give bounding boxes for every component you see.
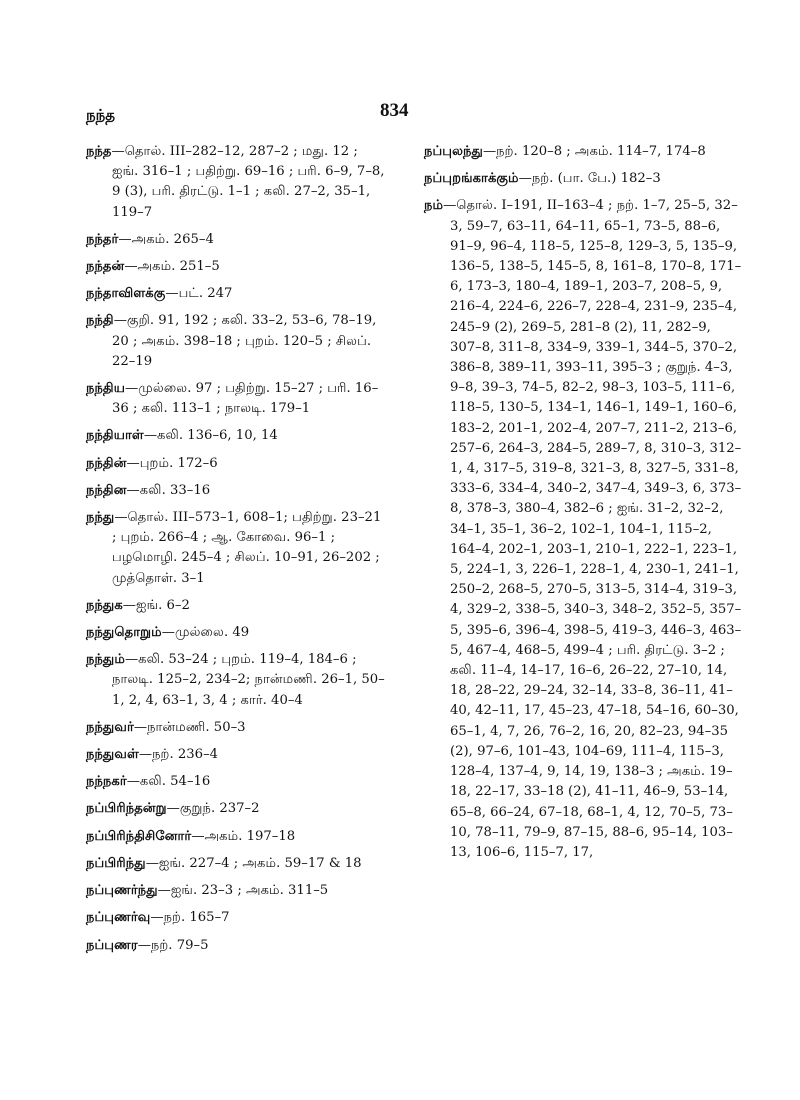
headword: நந்நகர் (86, 774, 127, 790)
index-entry (86, 623, 386, 643)
right-column (424, 142, 742, 870)
headword: நந்தின் (86, 455, 127, 471)
headword: நந்த (86, 144, 112, 159)
headword: நந்தியாள் (86, 428, 144, 444)
index-entry (86, 257, 386, 277)
references: —நற். (பா. பே.) 182–3 (518, 171, 661, 187)
references: —முல்லை. 49 (161, 625, 250, 641)
left-column (86, 142, 386, 963)
headword: நம் (424, 198, 444, 214)
page-number: 834 (380, 100, 409, 121)
headword: நந்து (86, 510, 115, 526)
index-entry (424, 169, 742, 189)
references: —ஐங். 23–3 ; அகம். 311–5 (157, 883, 329, 899)
references: —கலி. 33–16 (126, 482, 211, 498)
references: —ஐங். 227–4 ; அகம். 59–17 & 18 (145, 855, 362, 871)
index-entry (86, 426, 386, 446)
index-entry (86, 799, 386, 819)
headword: நப்புணர்ந்து (86, 883, 158, 899)
index-entry (86, 650, 386, 711)
headword: நந்துக (86, 597, 123, 613)
index-entry (86, 772, 386, 792)
references: —அகம். 265–4 (118, 231, 214, 247)
index-entry (86, 142, 386, 223)
index-entry (86, 827, 386, 847)
page-header (0, 100, 800, 130)
headword: நந்தர் (86, 231, 119, 247)
index-entry (86, 936, 386, 956)
headword: நந்தன் (86, 259, 125, 275)
headword: நந்தின (86, 482, 127, 498)
index-entry (86, 230, 386, 250)
references: —கலி. 54–16 (126, 774, 211, 790)
index-entry (86, 854, 386, 874)
references: —புறம். 172–6 (126, 455, 218, 471)
headword: நந்தும் (86, 652, 125, 668)
headword: நப்புறங்காக்கும் (424, 171, 519, 187)
references: —பட். 247 (165, 286, 233, 302)
headword: நப்புணர்வு (86, 910, 151, 926)
references: —குறுந். 237–2 (166, 801, 260, 817)
headword: நந்துவர் (86, 719, 134, 735)
references: —தொல். III–282–12, 287–2 ; மது. 12 ; ஐங். 316–1 ; பதிற்று. 69–16 ; பரி. 6–9, 7–8, 9 (3), பரி. திரட்டு. 1–1 ; கலி. 27–2, 35–1, 119–7 (111, 144, 385, 220)
index-entry (424, 142, 742, 162)
index-entry (86, 508, 386, 589)
headword: நந்துதொறும் (86, 625, 162, 641)
references: —நற். 236–4 (138, 747, 219, 763)
index-entry (86, 454, 386, 474)
guide-word: நந்த (86, 106, 116, 124)
index-entry (86, 379, 386, 419)
references: —நற். 120–8 ; அகம். 114–7, 174–8 (482, 144, 706, 159)
references: —முல்லை. 97 ; பதிற்று. 15–27 ; பரி. 16–36 ; கலி. 113–1 ; நாலடி. 179–1 (112, 381, 379, 417)
index-entry (86, 718, 386, 738)
headword: நப்புணர (86, 937, 138, 953)
index-entry (86, 284, 386, 304)
references: —நற். 165–7 (150, 910, 230, 926)
index-entry (86, 745, 386, 765)
headword: நந்தி (86, 313, 114, 329)
index-entry (424, 196, 742, 863)
headword: நப்பிரிந்து (86, 855, 146, 871)
references: —கலி. 53–24 ; புறம். 119–4, 184–6 ; நாலடி. 125–2, 234–2; நான்மணி. 26–1, 50–1, 2, 4, 63–1, 3, 4 ; கார். 40–4 (112, 652, 385, 708)
references: —ஐங். 6–2 (122, 597, 190, 613)
references: —நான்மணி. 50–3 (133, 719, 246, 735)
headword: நந்திய (86, 381, 126, 397)
references: —நற். 79–5 (137, 937, 209, 953)
index-entry (86, 596, 386, 616)
references: —தொல். I–191, II–163–4 ; நற். 1–7, 25–5, 32–3, 59–7, 63–11, 64–11, 65–1, 73–5, 88–6, 91–9, 96–4, 118–5, 125–8, 129–3, 5, 135–9, 136–5, 138–5, 145–5, 8, 161–8, 170–8, 171–6, 173–3, 180–4, 189–1, 203–7, 208–5, 9, 216–4, 224–6, 226–7, 228–4, 231–9, 235–4, 245–9 (2), 269–5, 281–8 (2), 11, 282–9, 307–8, 311–8, 334–9, 339–1, 344–5, 370–2, 386–8, 389–11, 393–11, 395–3 ; குறுந். 4–3, 9–8, 39–3, 74–5, 82–2, 98–3, 103–5, 111–6, 118–5, 130–5, 134–1, 146–1, 149–1, 160–6, 183–2, 201–1, 202–4, 207–7, 211–2, 213–6, 257–6, 264–3, 284–5, 289–7, 8, 310–3, 312–1, 4, 317–5, 319–8, 321–3, 8, 327–5, 331–8, 333–6, 334–4, 340–2, 347–4, 349–3, 6, 373–8, 378–3, 380–4, 382–6 ; ஐங். 31–2, 32–2, 34–1, 35–1, 36–2, 102–1, 104–1, 115–2, 164–4, 202–1, 203–1, 210–1, 222–1, 223–1, 5, 224–1, 3, 226–1, 228–1, 4, 230–1, 241–1, 250–2, 268–5, 270–5, 313–5, 314–4, 319–3, 4, 329–2, 338–5, 340–3, 348–2, 352–5, 357–5, 395–6, 396–4, 398–5, 419–3, 446–3, 463–5, 467–4, 468–5, 499–4 ; பரி. திரட்டு. 3–2 ; கலி. 11–4, 14–17, 16–6, 26–22, 27–10, 14, 18, 28–22, 29–24, 32–14, 33–8, 36–11, 41–40, 42–11, 17, 45–23, 47–18, 54–16, 60–30, 65–1, 4, 7, 26, 76–2, 16, 20, 82–23, 94–35 (2), 97–6, 101–43, 104–69, 111–4, 115–3, 128–4, 137–4, 9, 14, 19, 138–3 ; அகம். 19–18, 22–17, 33–18 (2), 41–11, 46–9, 53–14, 65–8, 66–24, 67–18, 68–1, 4, 12, 70–5, 73–10, 78–11, 79–9, 87–15, 88–6, 95–14, 103–13, 106–6, 115–7, 17, (443, 198, 742, 860)
headword: நப்புலந்து (424, 144, 483, 159)
index-entry (86, 481, 386, 501)
references: —குறி. 91, 192 ; கலி. 33–2, 53–6, 78–19, 20 ; அகம். 398–18 ; புறம். 120–5 ; சிலப். 22–19 (112, 313, 377, 369)
headword: நப்பிரிந்திசினோர் (86, 828, 192, 844)
headword: நப்பிரிந்தன்று (86, 801, 167, 817)
index-entry (86, 908, 386, 928)
headword: நந்தாவிளக்கு (86, 286, 166, 302)
headword: நந்துவள் (86, 747, 139, 763)
index-entry (86, 311, 386, 372)
references: —தொல். III–573–1, 608–1; பதிற்று. 23–21 ; புறம். 266–4 ; ஆ. கோவை. 96–1 ; பழமொழி. 245–4 ; சிலப். 10–91, 26–202 ; முத்தொள். 3–1 (112, 510, 382, 586)
references: —அகம். 197–18 (191, 828, 296, 844)
references: —கலி. 136–6, 10, 14 (143, 428, 278, 444)
index-entry (86, 881, 386, 901)
references: —அகம். 251–5 (124, 259, 220, 275)
